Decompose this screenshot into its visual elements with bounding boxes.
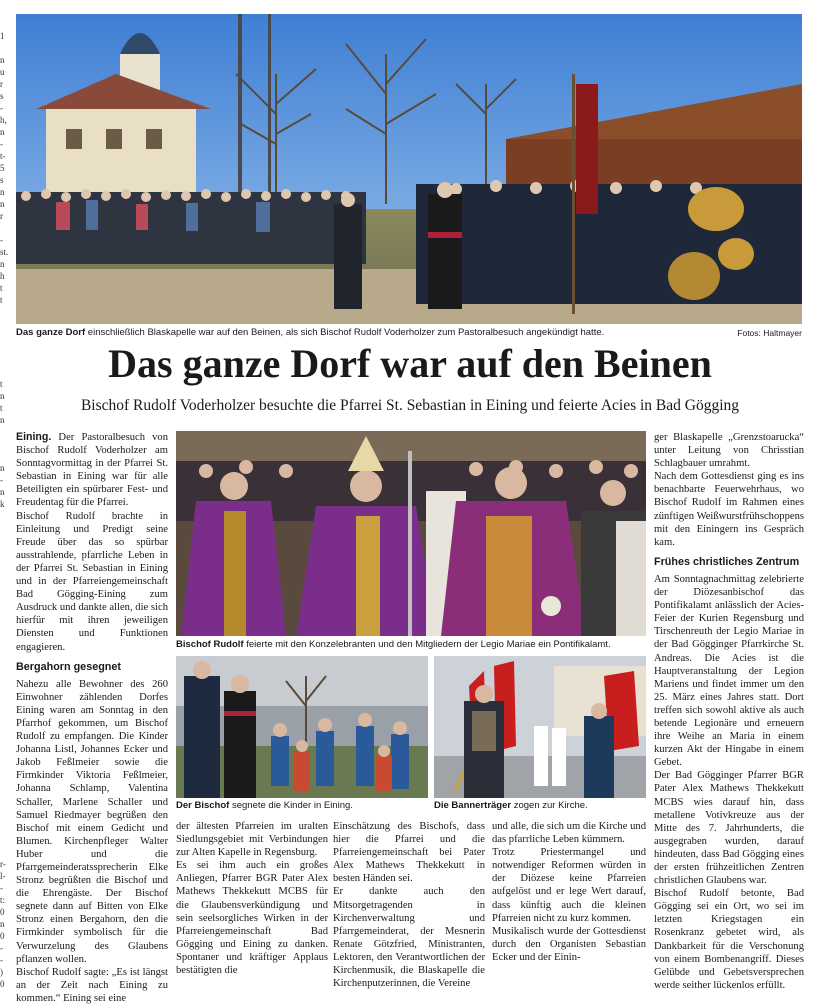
photo-children-blessing [176, 656, 428, 798]
caption-text: segnete die Kinder in Eining. [229, 800, 353, 811]
caption-text: zogen zur Kirche. [511, 800, 588, 811]
photo-banner-bearers [434, 656, 646, 798]
hero-caption-bold: Das ganze Dorf [16, 327, 86, 338]
paragraph: Bischof Rudolf betonte, Bad Gögging sei ein Ort, wo sei im letzten Kriegstagen ein Rosenkranz gebetet wird, als Dankbarkeit für die Verschonung von einem Bombenangriff. Dieses Gelübde und Gebetsversprechen werde seither lückenlos erfüllt. [654, 888, 804, 991]
article-column-3: Einschätzung des Bischofs, dass hier die Pfarrei und die Pfarreiengemeinschaft bei Pater Alex Mathews Thekkekutt in besten Händen sei. Er dankte auch den Mitsorgetragenden in Kirchenverwaltung und Pfarrgemeinderat, der Mesnerin Renate Götzfried, Ministranten, Lektoren, den Verantwortlichen der Kirchenmusik, die Blaskapelle die Kirchenputzerinnen, die Vereine [333, 821, 485, 990]
paragraph: Am Sonntagnachmittag zelebrierte der Diözesanbischof das Pontifikalamt anlässlich der Acies-Feier der Kurien Regensburg und Tirschenreuth der Legio Mariae in der Bad Gögginger Pfarrkirche St. Andreas. Die Acies ist die Hauptveranstaltung der Legion Mariens und findet immer um den 25. März eines Jahres statt. Dort treffen sich sowohl aktive als auch betende Legionäre und erneuern ihre Weihe an Maria in einem kurzen Akt der Hingabe in einem Gebet. [654, 573, 804, 769]
paragraph: ger Blaskapelle „Grenzstoarucka“ unter Leitung von Chrisstian Schlagbauer umrahmt. [654, 432, 804, 470]
hero-photo-village-welcome [16, 14, 802, 324]
caption-bold: Der Bischof [176, 800, 230, 811]
paragraph: Bischof Rudolf brachte in Einleitung und Predigt seine Freude über das so spürbar ausstrahlende, pfarrliche Leben in der Pfarrei St. Sebastian in Eining und in der Pfarreiengemeinschaft Bad Gögging-Eining zum Ausdruck und dankte allen, die sich hierfür mit ihren jeweiligen Diensten und Funktionen engagieren. [16, 510, 168, 653]
paragraph: Der Bad Gögginger Pfarrer BGR Pater Alex Mathews Thekkekutt MCBS wies darauf hin, dass metallene Votivkreuze aus der Mitte des 7. Jahrhunderts, die ausgegraben wurden, darauf hindeuten, dass Bad Gögging eines der ersten frühzeitlichen Zentren christlichen Glaubens war. [654, 770, 804, 887]
photo-credit: Fotos: Haltmayer [737, 328, 802, 338]
subheadline: Bischof Rudolf Voderholzer besuchte die Pfarrei St. Sebastian in Eining und feierte Acies in Bad Gögging [80, 397, 740, 414]
caption-text: feierte mit den Konzelebranten und den Mitgliedern der Legio Mariae ein Pontifikalamt. [243, 639, 611, 650]
kids-photo-caption [176, 799, 428, 812]
headline: Das ganze Dorf war auf den Beinen [108, 341, 712, 386]
caption-bold: Bischof Rudolf [176, 639, 244, 650]
caption-bold: Die Bannerträger [434, 800, 512, 811]
photo-pontifical-mass [176, 431, 646, 636]
dateline: Eining. [16, 431, 52, 443]
adjacent-article-fragment: 1 n u r s - h, n - t- 5 s n n r - st. n h t t t n t n n - n k r- l- - t: 0 n 0 - - ) 0 [0, 31, 9, 989]
article-column-2: der ältesten Pfarreien im uralten Siedlungsgebiet mit Verbindungen zur Alten Kapelle in Regensburg. Es sei ihm auch ein großes Anliegen, Pfarrer BGR Pater Alex Mathews Thekkekutt MCBS für die Glaubensverkündigung und sein seelsorgliches Wirken in der Pfarreiengemeinschaft Bad Gögging und Eining zu danken. Spontaner und kräftiger Applaus bestätigten die [176, 821, 328, 977]
paragraph: Der Pastoralbesuch von Bischof Rudolf Voderholzer am Sonntagvormittag in der Pfarrei St. Sebastian in Eining war für alle Beteiligten ein spürbarer Fest- und Freudentag für die Pfarrei. [16, 432, 168, 509]
article-column-4: und alle, die sich um die Kirche und das pfarrliche Leben kümmern. Trotz Priestermangel und notwendiger Reformen würden in der Diözese keine Pfarreien aufgelöst und er lege Wert darauf, dass künftig auch die kleinen Pfarreien nicht zu kurz kommen. Musikalisch wurde der Gottesdienst durch den Organisten Sebastian Ecker und der Einin- [492, 821, 646, 963]
paragraph: Bischof Rudolf sagte: „Es ist längst an der Zeit nach Eining zu kommen.“ Eining sei eine [16, 966, 168, 1004]
article-column-1 [16, 431, 168, 1005]
paragraph: Nahezu alle Bewohner des 260 Einwohner zählenden Dorfes Eining waren am Sonntag in den Pfarrhof gekommen, um Bischof Rudolf zu empfangen. Die Kinder Johanna Listl, Johannes Ecker und Jakob Feßlmeier sowie die Firmkinder Viktoria Feßlmeier, Johanna Schlamp, Valentina Schaller, Marlene Schaller und Samuel Riedmayer begrüßen den Bischof mit einem Gedicht und Blumen. Kirchenpfleger Walter Huber und die Pfarrgemeinderatssprecherin Elke Stronz begrüßten die Bischof und die Ehrengäste. Der Bischof segnete dann auf Bitten von Elke Stronz einen Bergahorn, den die Firmkinder symbolisch für die Verwurzelung des Glaubens pflanzen wollen. [16, 678, 168, 965]
section-heading: Frühes christliches Zentrum [654, 555, 800, 568]
paragraph: Nach dem Gottesdienst ging es ins benachbarte Feuerwehrhaus, wo Bischof Rudolf im Rahmen eines zünftigen Weißwurstfrühschoppens mit den Einingern ins Gespräch kam. [654, 471, 804, 548]
banner-photo-caption [434, 799, 646, 812]
section-heading: Bergahorn gesegnet [16, 660, 121, 673]
hero-caption-text: einschließlich Blaskapelle war auf den Beinen, als sich Bischof Rudolf Voderholzer zum Pastoralbesuch angekündigt hatte. [85, 327, 605, 338]
main-photo-caption [176, 638, 646, 651]
article-column-5 [654, 431, 804, 992]
